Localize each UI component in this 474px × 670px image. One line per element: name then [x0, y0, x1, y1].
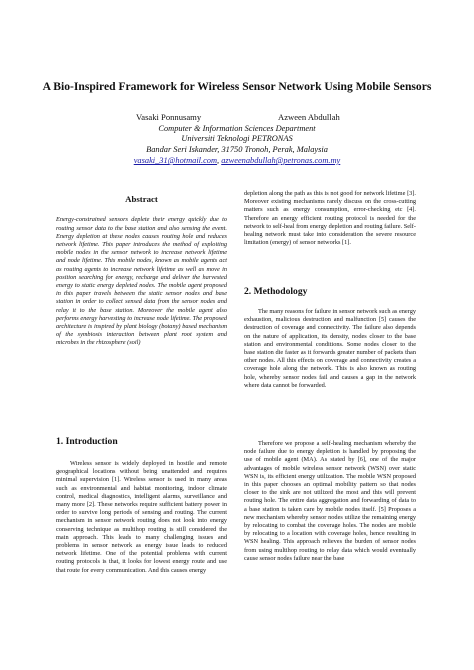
email-separator: , — [217, 156, 220, 165]
author-emails — [40, 156, 434, 166]
author-name: Vasaki Ponnusamy — [136, 112, 202, 122]
email-link[interactable]: azweenabdullah@petronas.com.my — [221, 156, 341, 165]
introduction-continued-text: depletion along the path as this is not good for network lifetime [3]. Moreover existing mechanisms rarely discuss on the cross-cutting matters such as energy consumption, error-checking etc [4]. Therefore an energy efficient routing protocol is needed for the network to self-heal from energy depletion and routing failure. Self-healing network must take into consideration the severe resource limitation (energy) of sensor networks [1]. — [244, 190, 416, 247]
paper-title: A Bio-Inspired Framework for Wireless Sensor Network Using Mobile Sensors — [42, 80, 432, 93]
methodology-paragraph: The many reasons for failure in sensor network such as energy exhaustion, malicious destruction and malfunction [5] causes the destruction of coverage and connectivity. The failure also depends on the nature of application, its density, nodes closer to the base station and environmental conditions. Some nodes closer to the base station die faster as it forwards greater number of packets than other nodes. All this effects on coverage and connectivity creates a coverage hole along the network. This is also known as routing hole, whereby sensor nodes fail and causes a gap in the network where data cannot be forwarded. — [244, 308, 416, 389]
affiliation-address: Bandar Seri Iskander, 31750 Tronoh, Perak, Malaysia — [146, 145, 328, 154]
abstract-text: Energy-constrained sensors deplete their energy quickly due to routing sensor data to the base station and also sensing the event. Energy depletion at these nodes causes routing hole and reduces network lifetime. This paper introduces the method of exploiting mobile nodes in the sensor network to increase network lifetime and node lifetime. This mobile nodes, known as mobile agents act as routing agents to increase network lifetime as well as move in position searching for energy, recharge and deliver the harvested energy to static energy depleted nodes. The mobile agent proposed in this paper travels between the static sensor nodes and base station in order to collect sensed data from the sensor nodes and relay it to the base station. Moreover the mobile agent also performs energy harvesting to increase node lifetime. The proposed architecture is inspired by plant biology (botany) based mechanism of the symbiosis interaction between plant root system and microbes in the rhizosphere (soil) — [56, 216, 227, 347]
introduction-text: Wireless sensor is widely deployed in hostile and remote geographical locations without being unattended and requires minimal supervision [1]. Wireless sensor is used in many areas such as environmental and habitat monitoring, indoor climate control, medical diagnostics, intelligent alarms, surveillance and many more [2]. These networks require sufficient battery power in order to survive long periods of sensing and routing. The current mechanism in sensor network routing does not look into energy conserving technique as multihop routing is still considered the main approach. This leads to many challenging issues and problems in sensor network as energy issue leads to reduced network lifetime. One of the potential problems with current routing protocols is that, it looks for lowest energy route and use that route for every communication. And this causes energy — [56, 460, 227, 574]
email-link[interactable]: vasaki_31@hotmail.com — [133, 156, 218, 165]
section-heading-methodology: 2. Methodology — [244, 286, 308, 297]
affiliation-university: Universiti Teknologi PETRONAS — [181, 134, 293, 143]
methodology-paragraph: Therefore we propose a self-healing mechanism whereby the node failure due to energy depletion is handled by proposing the use of mobile agent (MA). As stated by [6], one of the major advantages of mobile wireless sensor network (WSN) over static WSN is, its efficient energy utilization. The mobile WSN proposed in this paper chooses an optimal mobility pattern so that nodes closer to the sink are not utilized the most and this will prevent routing hole. The entire data aggregation and forwarding of data to a base station is taken care by mobile nodes itself. [5] Proposes a new mechanism whereby sensor nodes utilize the remaining energy by relocating to combat the coverage holes. The nodes are mobile by relocating to a location with coverage holes, hence resulting in WSN healing. This approach relieves the burden of sensor nodes from using multihop routing to relay data which would eventually cause sensor nodes failure near the base — [244, 440, 416, 562]
author-name: Azween Abdullah — [278, 112, 340, 122]
abstract-heading: Abstract — [125, 194, 158, 204]
section-heading-introduction: 1. Introduction — [56, 436, 118, 447]
affiliation-department: Computer & Information Sciences Department — [158, 124, 316, 133]
